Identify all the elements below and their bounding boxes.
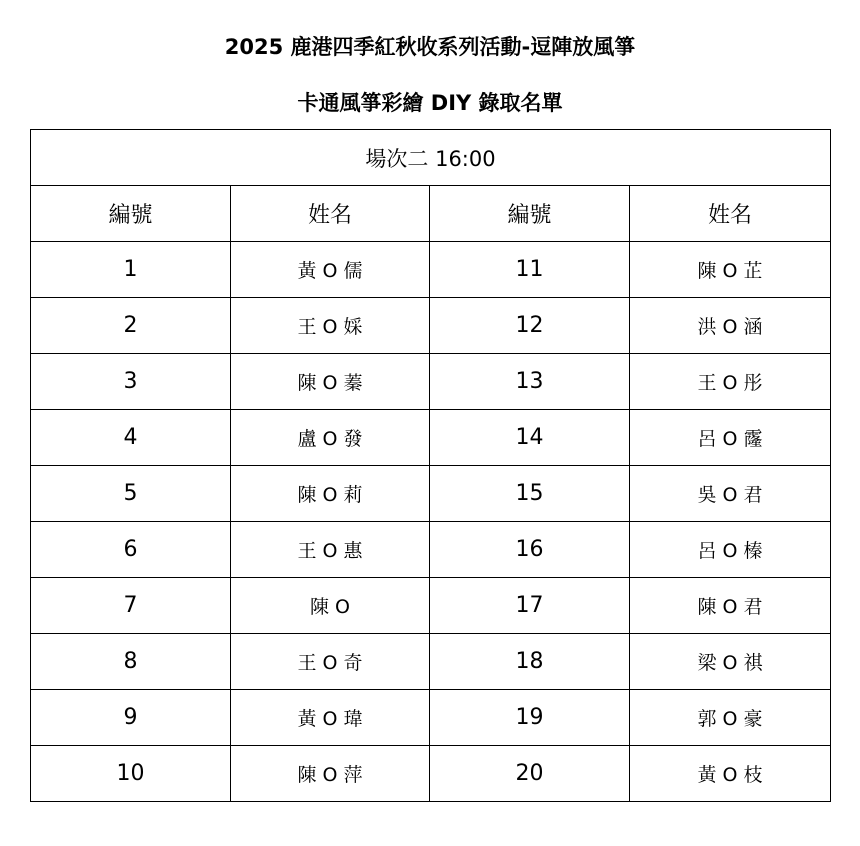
entry-number-left: 10: [31, 746, 231, 802]
entry-name-left: 王 O 惠: [231, 522, 430, 578]
header-row: [31, 186, 831, 242]
entry-name-left: 黃 O 儒: [231, 242, 430, 298]
entry-name-right: 黃 O 枝: [630, 746, 831, 802]
table-row: [31, 522, 831, 578]
document-subtitle: 卡通風箏彩繪 DIY 錄取名單: [297, 91, 563, 115]
table-row: [31, 354, 831, 410]
entry-name-left: 陳 O: [231, 578, 430, 634]
table-row: [31, 410, 831, 466]
entry-name-right: 呂 O 霳: [630, 410, 831, 466]
table-row: [31, 298, 831, 354]
entry-name-right: 郭 O 豪: [630, 690, 831, 746]
header-name-left: 姓名: [231, 186, 430, 242]
entry-number-right: 14: [430, 410, 630, 466]
table-row: [31, 578, 831, 634]
entry-number-left: 3: [31, 354, 231, 410]
entry-number-left: 2: [31, 298, 231, 354]
table-row: [31, 690, 831, 746]
entry-name-right: 陳 O 君: [630, 578, 831, 634]
document-title: 2025 鹿港四季紅秋收系列活動-逗陣放風箏: [224, 35, 636, 59]
entry-name-left: 盧 O 發: [231, 410, 430, 466]
header-name-right: 姓名: [630, 186, 831, 242]
entry-number-left: 6: [31, 522, 231, 578]
entry-number-left: 8: [31, 634, 231, 690]
header-number-left: 編號: [31, 186, 231, 242]
entry-number-left: 5: [31, 466, 231, 522]
roster-table: [30, 129, 831, 802]
entry-name-right: 呂 O 榛: [630, 522, 831, 578]
entry-number-right: 13: [430, 354, 630, 410]
entry-number-left: 7: [31, 578, 231, 634]
table-row: [31, 746, 831, 802]
entry-name-right: 洪 O 涵: [630, 298, 831, 354]
entry-name-left: 陳 O 蓁: [231, 354, 430, 410]
entry-name-right: 王 O 彤: [630, 354, 831, 410]
entry-number-right: 16: [430, 522, 630, 578]
entry-name-left: 王 O 婇: [231, 298, 430, 354]
entry-name-right: 吳 O 君: [630, 466, 831, 522]
entry-name-left: 陳 O 莉: [231, 466, 430, 522]
entry-name-left: 陳 O 萍: [231, 746, 430, 802]
entry-number-left: 9: [31, 690, 231, 746]
header-number-right: 編號: [430, 186, 630, 242]
entry-number-left: 1: [31, 242, 231, 298]
table-row: [31, 466, 831, 522]
entry-number-right: 11: [430, 242, 630, 298]
entry-number-right: 17: [430, 578, 630, 634]
session-label: 場次二 16:00: [31, 130, 831, 186]
entry-name-left: 王 O 奇: [231, 634, 430, 690]
session-row: [31, 130, 831, 186]
entry-number-right: 18: [430, 634, 630, 690]
entry-number-right: 19: [430, 690, 630, 746]
table-row: [31, 242, 831, 298]
entry-number-left: 4: [31, 410, 231, 466]
entry-number-right: 12: [430, 298, 630, 354]
entry-number-right: 20: [430, 746, 630, 802]
entry-name-right: 陳 O 芷: [630, 242, 831, 298]
entry-name-right: 梁 O 祺: [630, 634, 831, 690]
entry-name-left: 黃 O 瑋: [231, 690, 430, 746]
table-row: [31, 634, 831, 690]
entry-number-right: 15: [430, 466, 630, 522]
